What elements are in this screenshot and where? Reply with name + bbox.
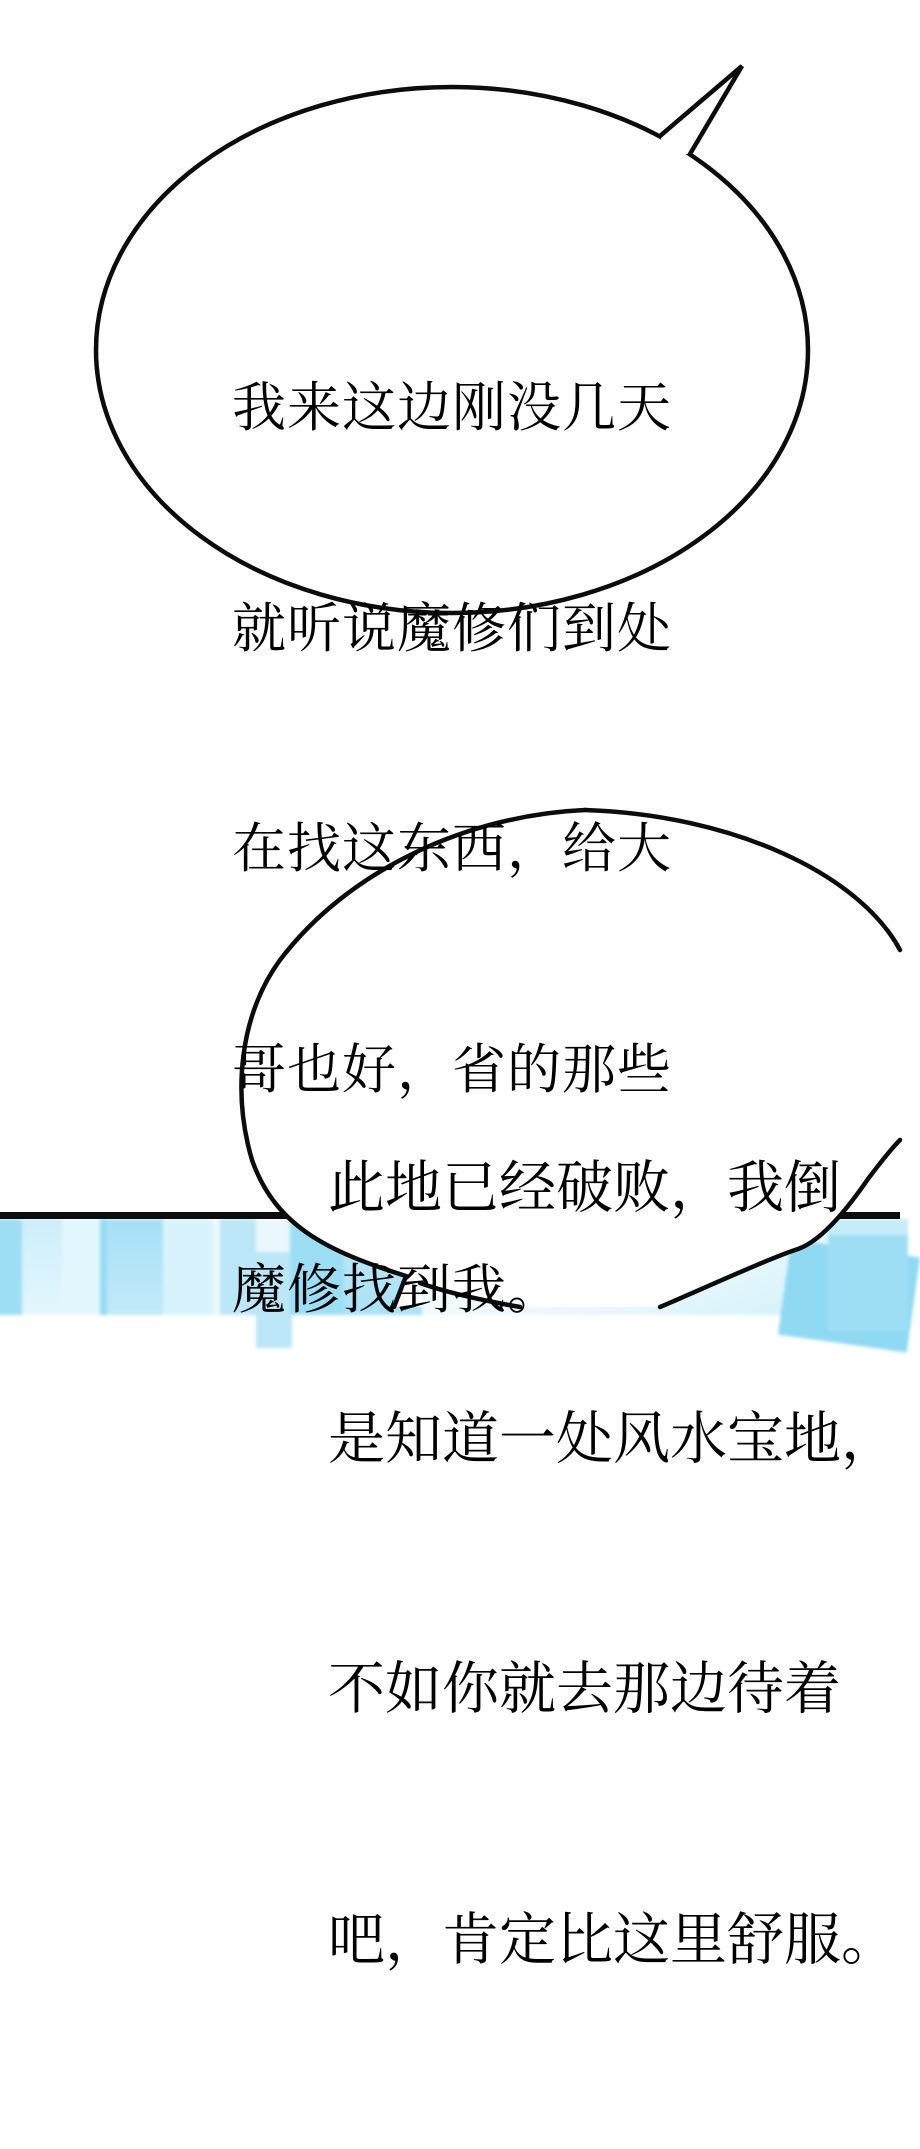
- speech-line: 在找这东西，给大: [232, 817, 672, 880]
- speech-bubble-bottom-text: [328, 980, 898, 2149]
- bubble-top-tail: [660, 66, 742, 154]
- speech-line: 哥也好，省的那些: [232, 1037, 672, 1101]
- speech-line: 魔修找到我。: [232, 1258, 562, 1321]
- speech-line: 我来这边刚没几天: [232, 376, 672, 439]
- speech-line: 不如你就去那边待着: [328, 1656, 841, 1722]
- speech-line: 吧，肯定比这里舒服。: [328, 1906, 898, 1973]
- speech-line: 此地已经破败，我倒: [328, 1155, 841, 1221]
- speech-line: 是知道一处风水宝地，: [328, 1405, 898, 1472]
- speech-line: 就听说魔修们到处: [232, 596, 672, 660]
